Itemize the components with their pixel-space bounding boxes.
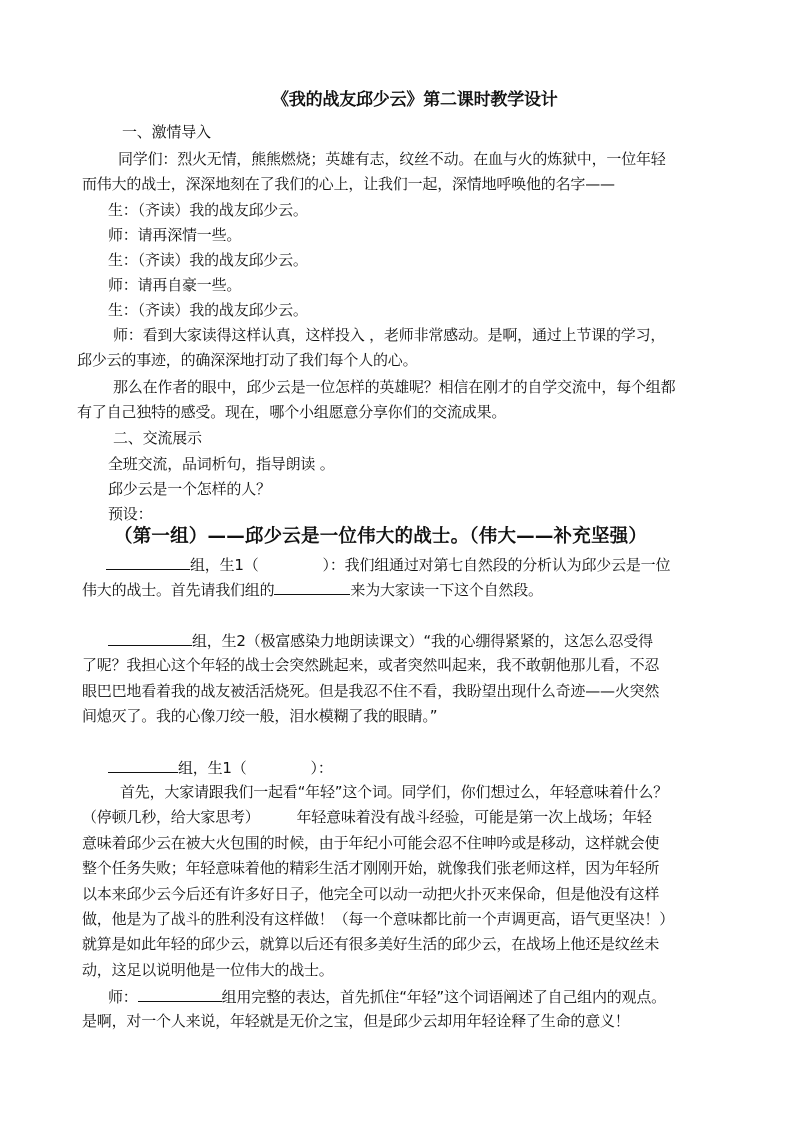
group-heading: （第一组）——邱少云是一位伟大的战士。（伟大——补充坚强） xyxy=(114,526,648,547)
group-line xyxy=(82,579,543,600)
dialogue-line: 师：请再深情一些。 xyxy=(108,226,242,244)
paragraph-line: 而伟大的战士，深深地刻在了我们的心上，让我们一起，深情地呼唤他的名字—— xyxy=(82,175,615,193)
paragraph-line: 首先，大家请跟我们一起看“年轻”这个词。同学们，你们想过么，年轻意味着什么？ xyxy=(120,783,668,801)
paragraph-line: 间熄灭了。我的心像刀绞一般，泪水模糊了我的眼睛。” xyxy=(82,707,438,725)
paragraph-line: 眼巴巴地看着我的战友被活活烧死。但是我忍不住不看，我盼望出现什么奇迹——火突然 xyxy=(82,682,660,700)
group-line-text: 来为大家读一下这个自然段。 xyxy=(350,581,543,599)
paragraph-line: 是啊，对一个人来说，年轻就是无价之宝，但是邱少云却用年轻诠释了生命的意义！ xyxy=(82,1012,630,1030)
section-heading-intro: 一、激情导入 xyxy=(122,123,211,141)
group-line-text: 组，生1（ xyxy=(190,556,259,574)
paragraph-line: 邱少云的事迹，的确深深地打动了我们每个人的心。 xyxy=(77,351,418,369)
paragraph-line: 就算是如此年轻的邱少云，就算以后还有很多美好生活的邱少云，在战场上他还是纹丝未 xyxy=(82,935,660,953)
fill-in-blank xyxy=(259,554,323,570)
paragraph-line: 做，他是为了战斗的胜利没有这样做！（每一个意味都比前一个声调更高，语气更坚决！） xyxy=(82,910,675,928)
section-heading-exchange: 二、交流展示 xyxy=(113,429,202,447)
group-line xyxy=(108,757,333,778)
group-line-text: 师： xyxy=(108,988,138,1006)
dialogue-line: 生：（齐读）我的战友邱少云。 xyxy=(108,251,308,269)
group-line-text: 组，生2（极富感染力地朗读课文）“我的心绷得紧紧的，这怎么忍受得 xyxy=(192,632,653,650)
paragraph-line: 有了自己独特的感受。现在，哪个小组愿意分享你们的交流成果。 xyxy=(77,403,507,421)
fill-in-blank xyxy=(108,630,192,646)
group-line-text: 组，生1（ xyxy=(178,759,247,777)
paragraph-line: 意味着邱少云在被大火包围的时候，由于年纪小可能会忍不住呻吟或是移动，这样就会使 xyxy=(82,834,660,852)
group-line xyxy=(108,986,666,1007)
paragraph-line: 那么在作者的眼中，邱少云是一位怎样的英雄呢？相信在刚才的自学交流中，每个组都 xyxy=(113,378,676,396)
paragraph-line: 全班交流，品词析句，指导朗读 。 xyxy=(108,455,335,473)
fill-in-blank xyxy=(106,554,190,570)
group-line-text: 伟大的战士。首先请我们组的 xyxy=(82,581,275,599)
fill-in-blank xyxy=(108,757,178,773)
paragraph-line: 邱少云是一个怎样的人？ xyxy=(108,480,271,498)
paragraph-line: 动，这足以说明他是一位伟大的战士。 xyxy=(82,961,334,979)
group-line-text: ）：我们组通过对第七自然段的分析认为邱少云是一位 xyxy=(322,556,671,574)
group-line xyxy=(106,554,670,575)
paragraph-line: 了呢？我担心这个年轻的战士会突然跳起来，或者突然叫起来，我不敢朝他那儿看，不忍 xyxy=(82,656,660,674)
page-title: 《我的战友邱少云》第二课时教学设计 xyxy=(272,90,558,110)
paragraph-line: 预设： xyxy=(108,505,153,523)
dialogue-line: 师：请再自豪一些。 xyxy=(108,276,242,294)
fill-in-blank xyxy=(247,757,311,773)
paragraph-line: （停顿几秒，给大家思考） 年轻意味着没有战斗经验，可能是第一次上战场；年轻 xyxy=(82,808,652,826)
paragraph-line: 以本来邱少云今后还有许多好日子，他完全可以动一动把火扑灭来保命，但是他没有这样 xyxy=(82,885,660,903)
dialogue-line: 生：（齐读）我的战友邱少云。 xyxy=(108,201,308,219)
group-line-text: 组用完整的表达，首先抓住“年轻”这个词语阐述了自己组内的观点。 xyxy=(221,988,666,1006)
dialogue-line: 师：看到大家读得这样认真，这样投入 ，老师非常感动。是啊，通过上节课的学习， xyxy=(113,326,666,344)
dialogue-line: 生：（齐读）我的战友邱少云。 xyxy=(108,301,308,319)
group-line xyxy=(108,630,653,651)
paragraph-line: 整个任务失败；年轻意味着他的精彩生活才刚刚开始，就像我们张老师这样，因为年轻所 xyxy=(82,859,660,877)
fill-in-blank xyxy=(274,579,350,595)
paragraph-line: 同学们：烈火无情，熊熊燃烧；英雄有志，纹丝不动。在血与火的炼狱中，一位年轻 xyxy=(118,150,666,168)
fill-in-blank xyxy=(138,986,222,1002)
group-line-text: ）： xyxy=(310,759,333,777)
